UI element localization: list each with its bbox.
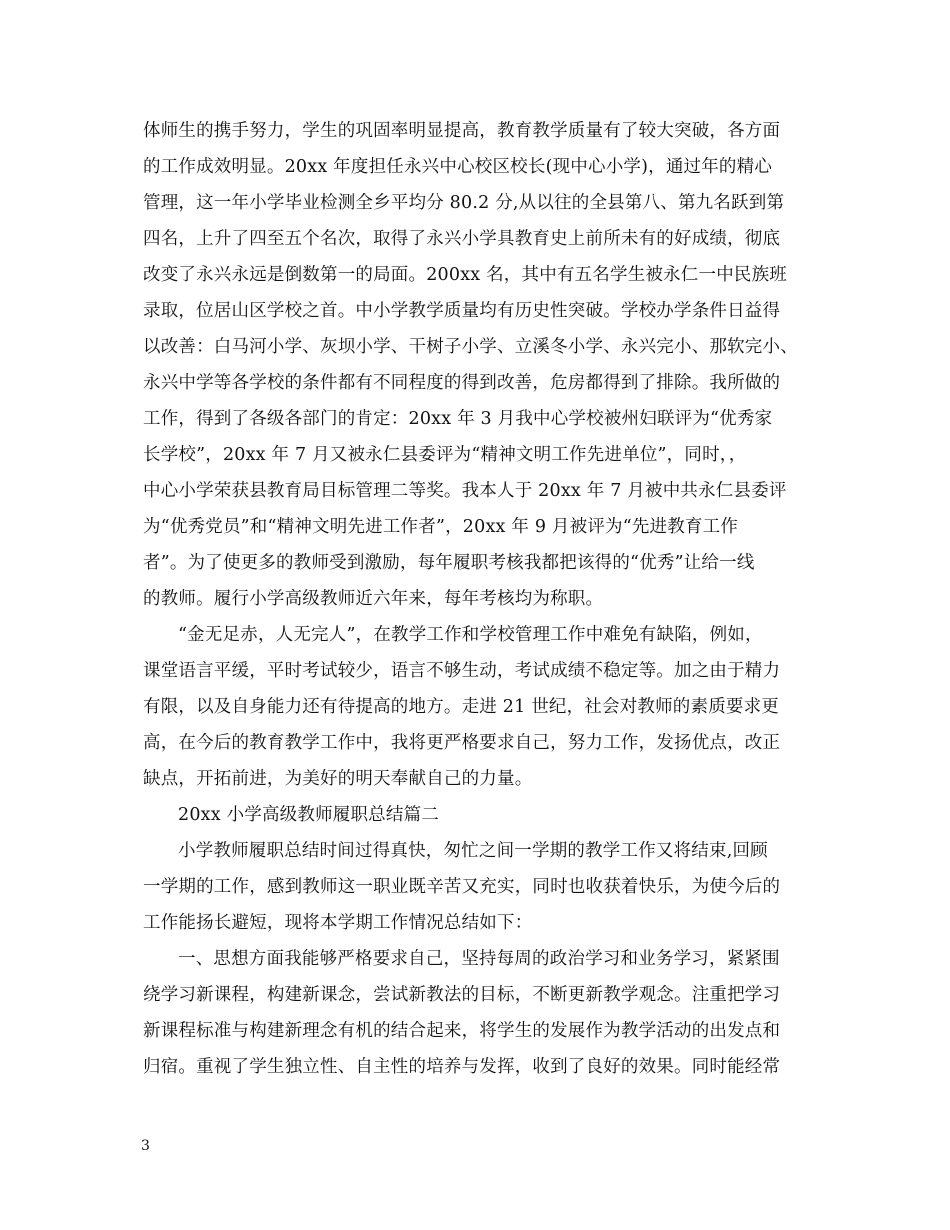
text-line: 的工作成效明显。20xx 年度担任永兴中心校区校长(现中心小学)，通过年的精心 bbox=[143, 157, 773, 177]
text-line: 小学教师履职总结时间过得真快，匆忙之间一学期的教学工作又将结束,回顾 bbox=[178, 841, 768, 861]
text-line: 缺点，开拓前进，为美好的明天奉献自己的力量。 bbox=[143, 769, 533, 789]
text-line: 20xx 小学高级教师履职总结篇二 bbox=[178, 805, 439, 825]
text-line: 的教师。履行小学高级教师近六年来，每年考核均为称职。 bbox=[143, 589, 604, 609]
text-line: 高，在今后的教育教学工作中，我将更严格要求自己，努力工作，发扬优点，改正 bbox=[143, 733, 781, 753]
text-line: 一、思想方面我能够严格要求自己，坚持每周的政治学习和业务学习，紧紧围 bbox=[178, 949, 780, 969]
text-line: 绕学习新课程，构建新课念，尝试新教法的目标，不断更新教学观念。注重把学习 bbox=[143, 985, 781, 1005]
text-line: 永兴中学等各学校的条件都有不同程度的得到改善，危房都得到了排除。我所做的 bbox=[143, 373, 781, 393]
text-line: 为“优秀党员”和“精神文明先进工作者”，20xx 年 9 月被评为“先进教育工作 bbox=[143, 517, 739, 537]
text-line: 中心小学荣获县教育局目标管理二等奖。我本人于 20xx 年 7 月被中共永仁县委评 bbox=[143, 481, 787, 501]
text-line: 课堂语言平缓，平时考试较少，语言不够生动，考试成绩不稳定等。加之由于精力 bbox=[143, 661, 781, 681]
text-line: 新课程标准与构建新理念有机的结合起来，将学生的发展作为教学活动的出发点和 bbox=[143, 1021, 781, 1041]
text-line: 工作能扬长避短，现将本学期工作情况总结如下： bbox=[143, 913, 533, 933]
text-line: 有限，以及自身能力还有待提高的地方。走进 21 世纪，社会对教师的素质要求更 bbox=[143, 697, 779, 717]
text-line: 者”。为了使更多的教师受到激励，每年履职考核我都把该得的“优秀”让给一线 bbox=[143, 553, 755, 573]
text-line: 工作，得到了各级各部门的肯定：20xx 年 3 月我中心学校被州妇联评为“优秀家 bbox=[143, 409, 773, 429]
text-line: 改变了永兴永远是倒数第一的局面。200xx 名，其中有五名学生被永仁一中民族班 bbox=[143, 265, 788, 285]
text-line: 体师生的携手努力，学生的巩固率明显提高，教育教学质量有了较大突破，各方面 bbox=[143, 121, 781, 141]
page-number: 3 bbox=[141, 1138, 150, 1154]
text-line: 四名，上升了四至五个名次，取得了永兴小学具教育史上前所未有的好成绩，彻底 bbox=[143, 229, 781, 249]
text-line: 长学校”，20xx 年 7 月又被永仁县委评为“精神文明工作先进单位”，同时，， bbox=[143, 445, 747, 465]
text-line: 录取，位居山区学校之首。中小学教学质量均有历史性突破。学校办学条件日益得 bbox=[143, 301, 781, 321]
text-line: 一学期的工作，感到教师这一职业既辛苦又充实，同时也收获着快乐，为使今后的 bbox=[143, 877, 781, 897]
text-line: 管理，这一年小学毕业检测全乡平均分 80.2 分,从以往的全县第八、第九名跃到第 bbox=[143, 193, 785, 213]
document-body bbox=[143, 113, 813, 1085]
text-line: 以改善：白马河小学、灰坝小学、干树子小学、立溪冬小学、永兴完小、那软完小、 bbox=[143, 337, 798, 357]
text-line: 归宿。重视了学生独立性、自主性的培养与发挥，收到了良好的效果。同时能经常 bbox=[143, 1057, 781, 1077]
text-line: “金无足赤，人无完人”，在教学工作和学校管理工作中难免有缺陷，例如， bbox=[178, 625, 763, 645]
